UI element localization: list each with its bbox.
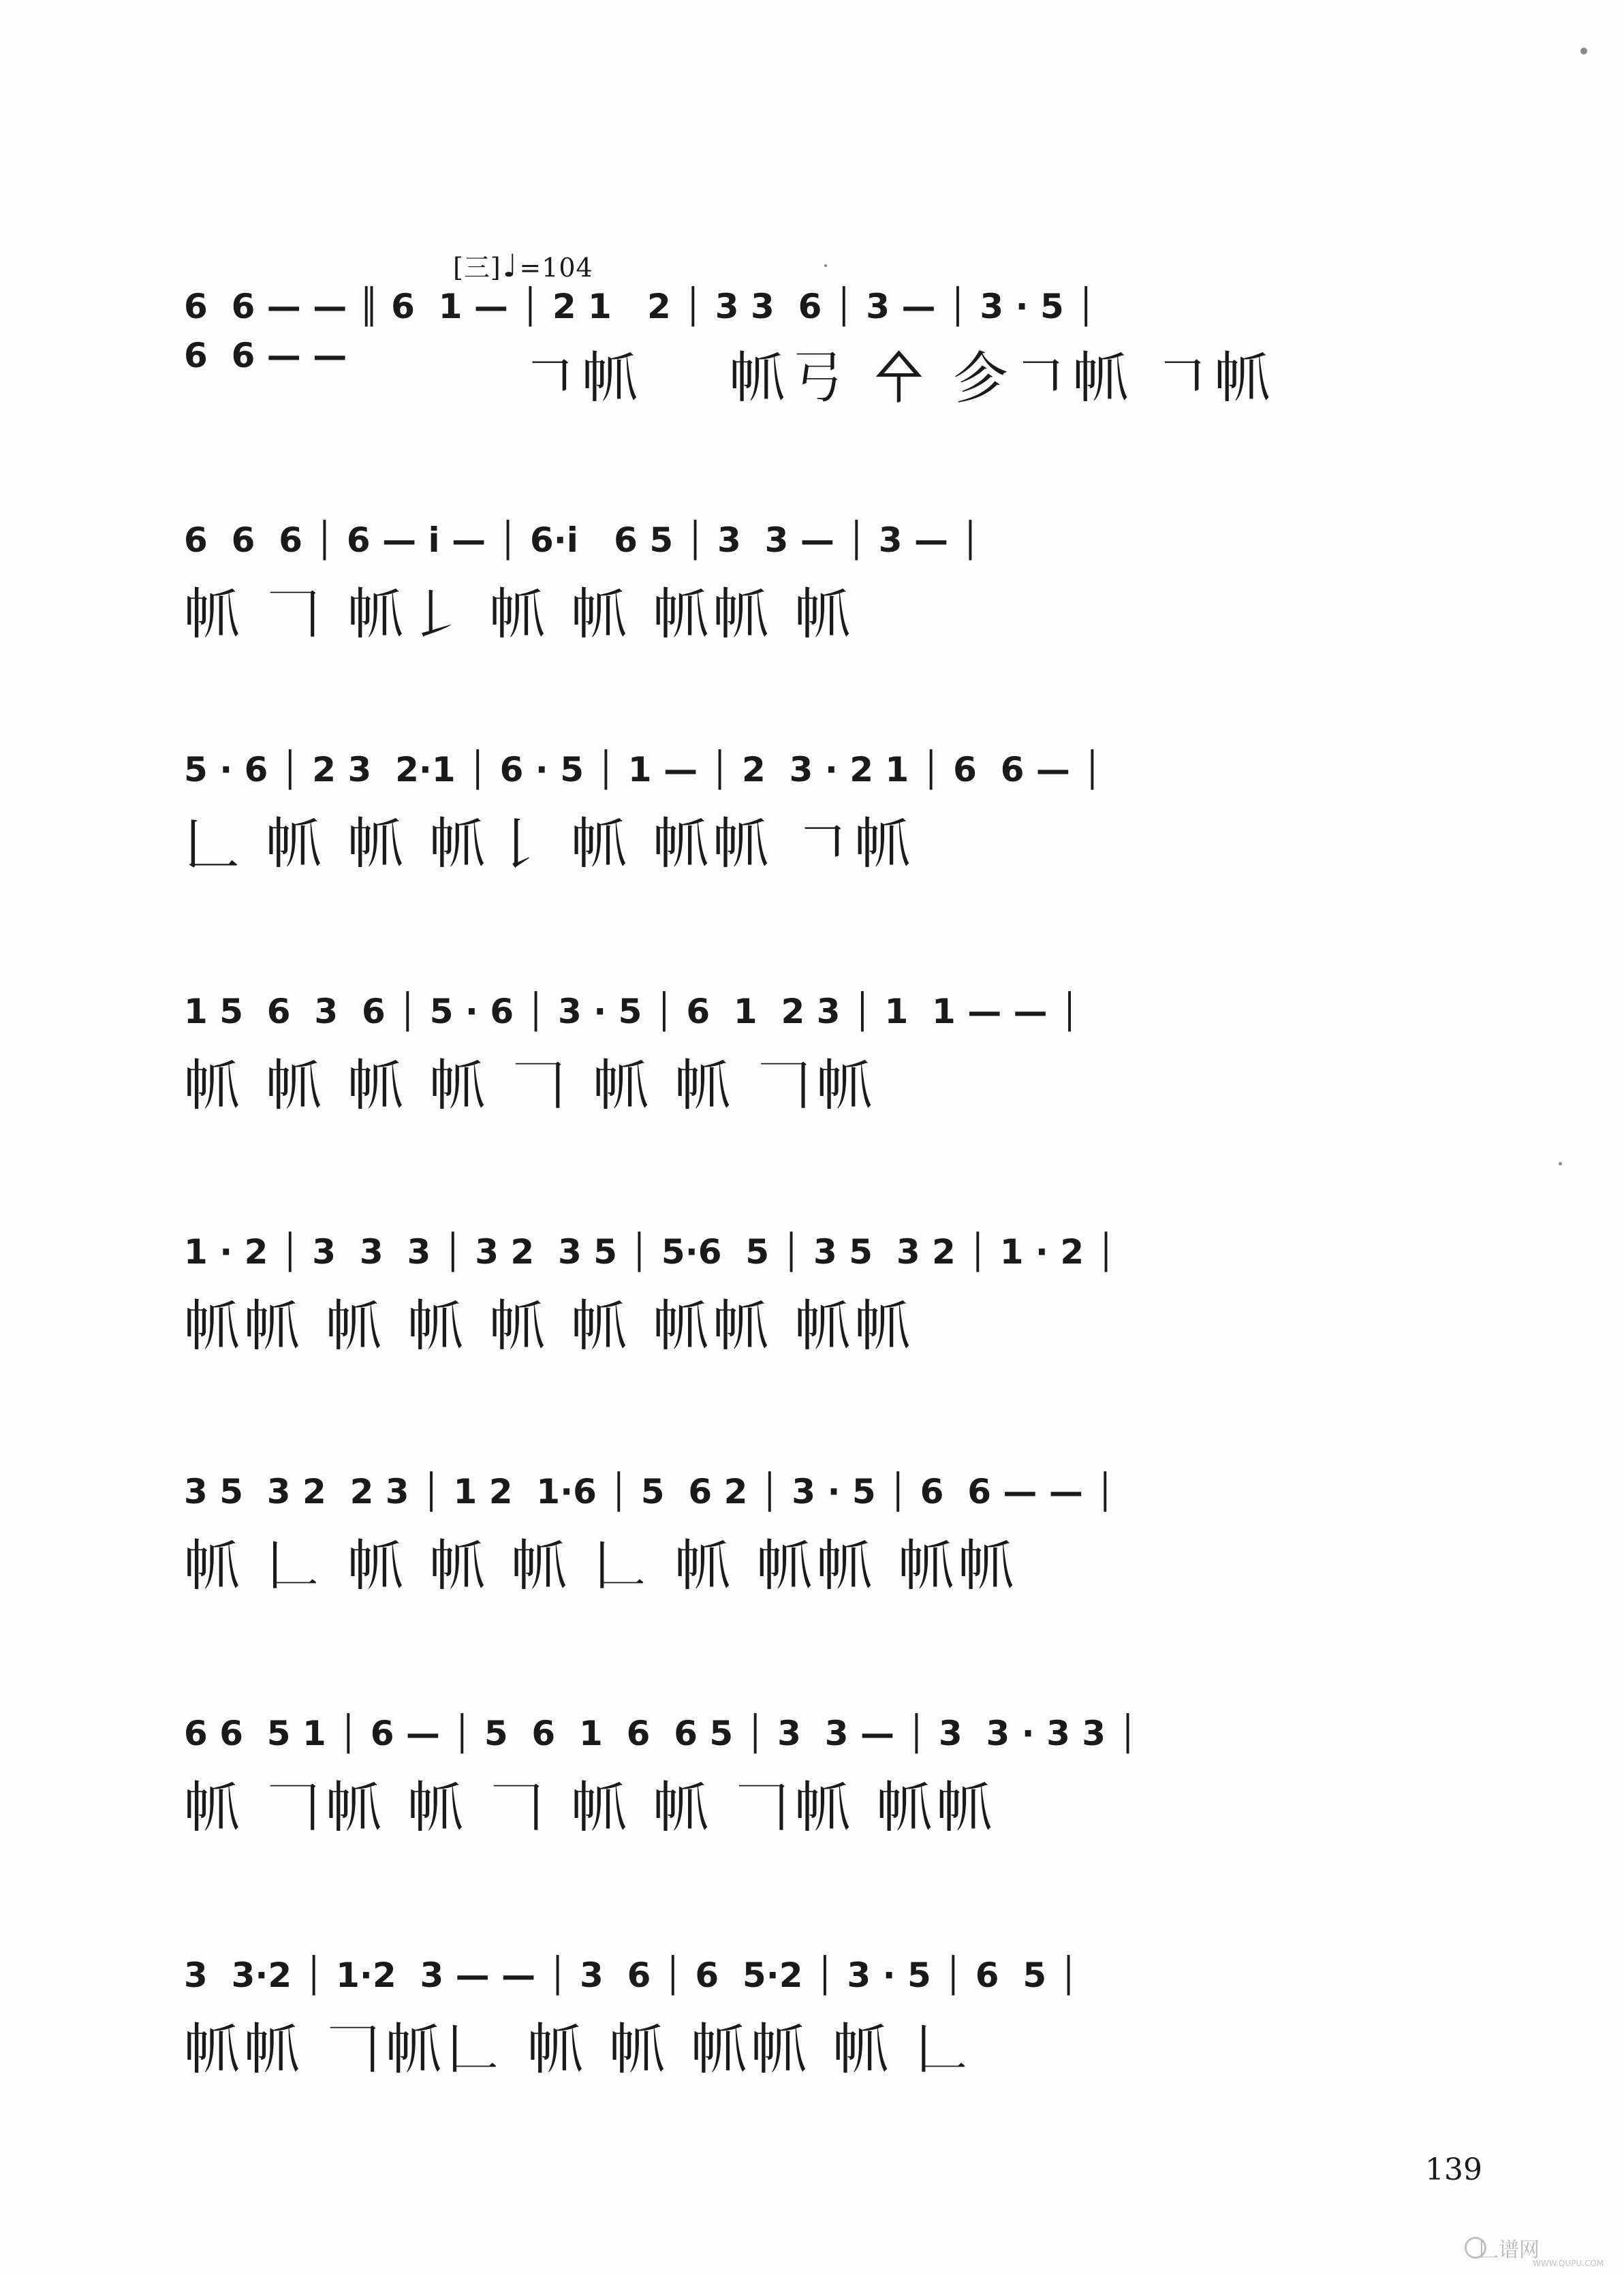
guqin-tablature-line: 𠃊 𢁬 𢁬 𢁬𠄌 𢁬 𢁬𢁬 𠃍𢁬 xyxy=(184,813,915,877)
guqin-tablature-line: 𢁬 𠃍 𢁬𠄌 𢁬 𢁬 𢁬𢁬 𢁬 xyxy=(184,583,855,648)
guqin-tablature-line: 𠃍𢁬 𢁬𢎗 㐃 㐱𠃍𢁬 𠃍𢁬 xyxy=(456,347,1275,411)
scan-speck xyxy=(1580,48,1587,54)
guqin-tablature-line: 𢁬𢁬 𠃍𢁬𠃊 𢁬 𢁬 𢁬𢁬 𢁬 𠃊 xyxy=(184,2018,975,2083)
jianpu-line-lower: 6 6 — — xyxy=(184,336,347,375)
watermark-url: WWW.QUPU.COM xyxy=(1533,2259,1604,2268)
score-system-4 xyxy=(184,981,1465,1128)
score-system-1 xyxy=(184,276,1465,420)
jianpu-line: 1 5 6 3 6 │ 5 · 6 │ 3 · 5 │ 6 1 2 3 │ 1 1 — — │ xyxy=(184,992,1080,1031)
guqin-tablature-line: 𢁬 𠃊 𢁬 𢁬 𢁬 𠃊 𢁬 𢁬𢁬 𢁬𢁬 xyxy=(184,1535,1018,1599)
jianpu-line: 3 3·2 │ 1·2 3 — — │ 3 6 │ 6 5·2 │ 3 · 5 │ 6 5 │ xyxy=(184,1956,1079,1995)
guqin-tablature-line: 𢁬 𢁬 𢁬 𢁬 𠃍 𢁬 𢁬 𠃍𢁬 xyxy=(184,1054,877,1119)
score-system-5 xyxy=(184,1221,1465,1368)
jianpu-line: 3 5 3 2 2 3 │ 1 2 1·6 │ 5 6 2 │ 3 · 5 │ 6 6 — — │ xyxy=(184,1472,1116,1511)
scan-speck xyxy=(1559,1162,1562,1165)
guqin-tablature-line: 𢁬 𠃍𢁬 𢁬 𠃍 𢁬 𢁬 𠃍𢁬 𢁬𢁬 xyxy=(184,1776,997,1841)
score-system-2 xyxy=(184,509,1465,657)
score-system-3 xyxy=(184,739,1465,886)
jianpu-line: 6 6 5 1 │ 6 — │ 5 6 1 6 6 5 │ 3 3 — │ 3 3 · 3 3 │ xyxy=(184,1714,1138,1753)
jianpu-line: 6 6 — — ║ 6 1 — │ 2 1 2 │ 3 3 6 │ 3 — │ 3 · 5 │ xyxy=(184,287,1097,326)
tempo-value: =104 xyxy=(519,253,593,283)
score-system-8 xyxy=(184,1945,1465,2092)
scan-speck xyxy=(824,264,827,267)
score-system-7 xyxy=(184,1703,1465,1850)
jianpu-line: 5 · 6 │ 2 3 2·1 │ 6 · 5 │ 1 — │ 2 3 · 2 1 │ 6 6 — │ xyxy=(184,750,1103,789)
jianpu-line: 6 6 6 │ 6 — i — │ 6·i 6 5 │ 3 3 — │ 3 — │ xyxy=(184,520,981,560)
watermark: 𠃊谱网 xyxy=(1478,2238,1540,2262)
quarter-note-icon: ♩ xyxy=(502,247,518,284)
page-number: 139 xyxy=(1425,2152,1482,2187)
guqin-tablature-line: 𢁬𢁬 𢁬 𢁬 𢁬 𢁬 𢁬𢁬 𢁬𢁬 xyxy=(184,1295,915,1360)
jianpu-line: 1 · 2 │ 3 3 3 │ 3 2 3 5 │ 5·6 5 │ 3 5 3 2 │ 1 · 2 │ xyxy=(184,1232,1116,1272)
section-label: [三] xyxy=(453,253,501,283)
score-system-6 xyxy=(184,1461,1465,1608)
